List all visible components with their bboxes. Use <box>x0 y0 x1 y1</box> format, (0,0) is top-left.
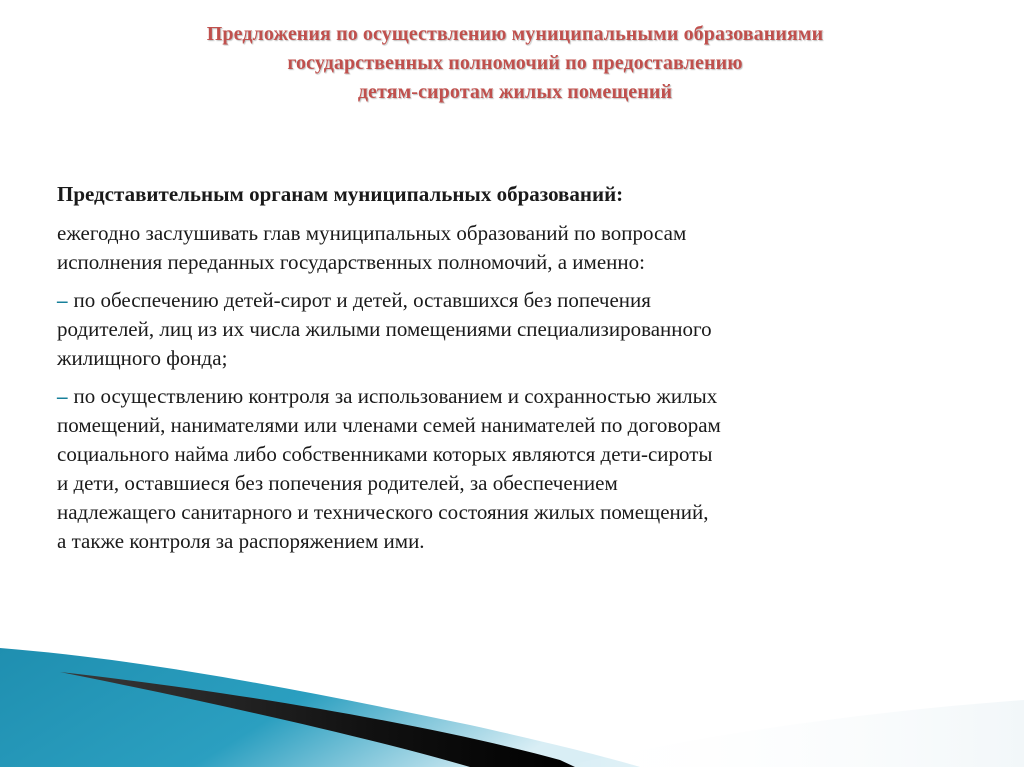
bullet-2-line-2: помещений, нанимателями или членами семей нанимателей по договорам <box>57 413 721 437</box>
wave-light-shape <box>560 700 1024 767</box>
bullet-2-line-4: и дети, оставшиеся без попечения родителей, за обеспечением <box>57 471 618 495</box>
bullet-2-line-5: надлежащего санитарного и технического состояния жилых помещений, <box>57 500 709 524</box>
bullet-2-line-3: социального найма либо собственниками которых являются дети-сироты <box>57 442 713 466</box>
bullet-1-line-1: по обеспечению детей-сирот и детей, оставшихся без попечения <box>73 288 651 312</box>
wave-blue-shape <box>0 648 640 767</box>
slide-content <box>57 180 977 565</box>
intro-line-2: исполнения переданных государственных полномочий, а именно: <box>57 250 645 274</box>
title-line-1: Предложения по осуществлению муниципальными образованиями <box>206 23 824 45</box>
intro-paragraph <box>57 219 977 277</box>
bullet-item-1 <box>57 286 977 373</box>
intro-line-1: ежегодно заслушивать глав муниципальных образований по вопросам <box>57 221 687 245</box>
content-heading: Представительным органам муниципальных образований: <box>57 182 624 206</box>
dash-icon: – <box>57 288 68 312</box>
title-line-3: детям-сиротам жилых помещений <box>357 81 673 103</box>
bullet-item-2 <box>57 382 977 556</box>
wave-dark-shape <box>60 672 575 767</box>
bullet-1-line-2: родителей, лиц из их числа жилыми помещениями специализированного <box>57 317 712 341</box>
bullet-2-line-6: а также контроля за распоряжением ими. <box>57 529 425 553</box>
slide-title <box>60 20 970 107</box>
bullet-1-line-3: жилищного фонда; <box>57 346 228 370</box>
title-line-2: государственных полномочий по предоставлению <box>287 52 743 74</box>
bullet-2-line-1: по осуществлению контроля за использованием и сохранностью жилых <box>73 384 718 408</box>
dash-icon: – <box>57 384 68 408</box>
